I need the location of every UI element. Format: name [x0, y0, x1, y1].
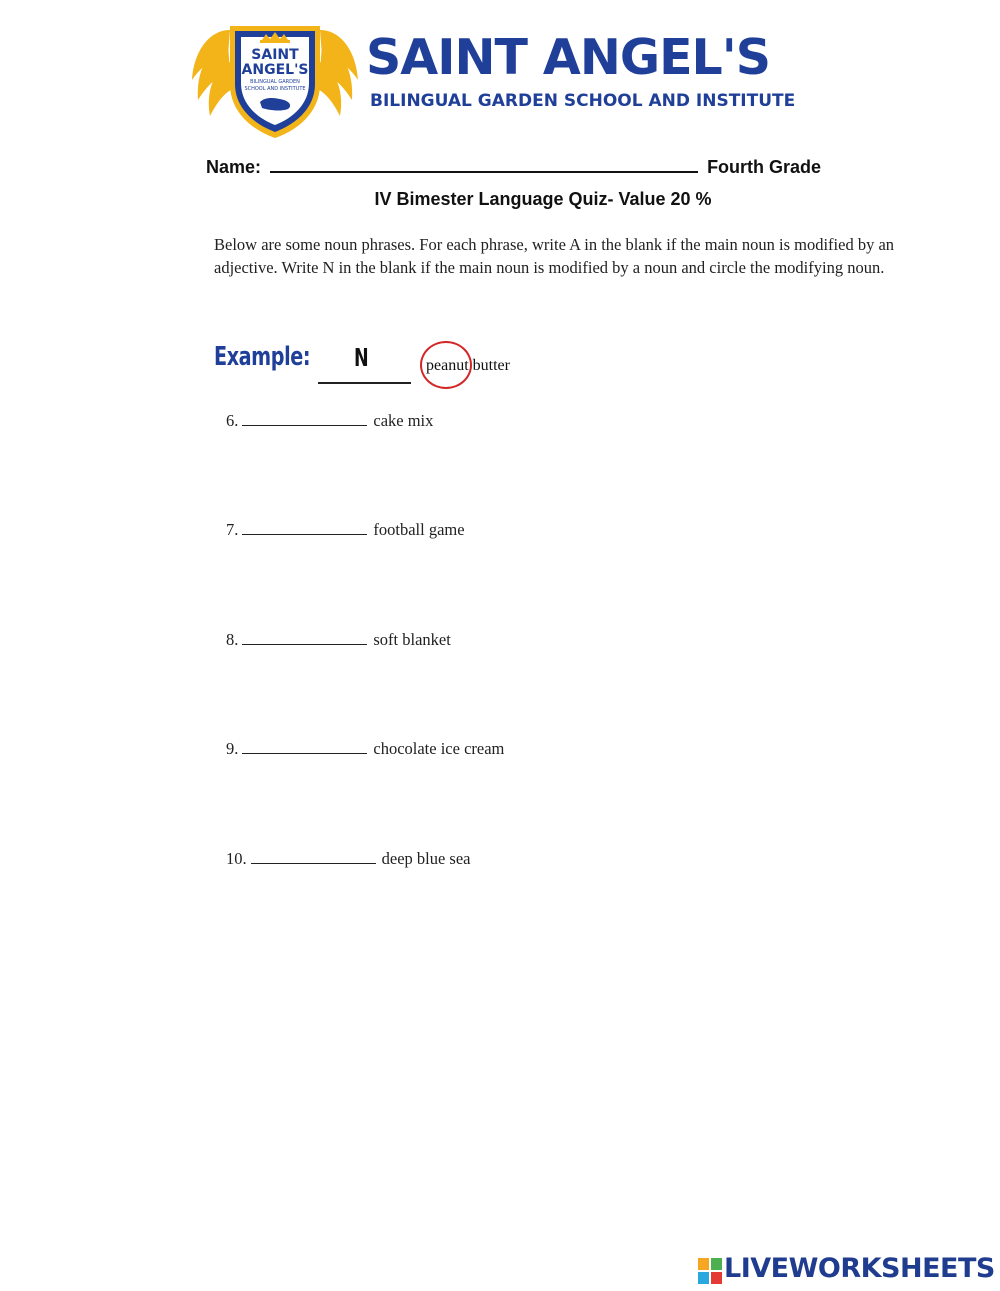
- list-item: [226, 739, 504, 759]
- list-item: [226, 630, 451, 650]
- name-row: [206, 154, 821, 178]
- item-phrase: cake mix: [373, 411, 434, 430]
- school-crest-logo: [190, 10, 360, 142]
- crest-text-school: SCHOOL AND INSTITUTE: [244, 86, 306, 92]
- item-number: 9.: [226, 739, 239, 758]
- name-label: Name:: [206, 157, 262, 177]
- list-item: [226, 849, 471, 869]
- item-phrase: soft blanket: [373, 630, 451, 649]
- quiz-title: IV Bimester Language Quiz- Value 20 %: [374, 189, 712, 209]
- answer-blank[interactable]: [251, 849, 376, 864]
- example-answer: N: [354, 343, 369, 372]
- item-number: 6.: [226, 411, 239, 430]
- answer-blank[interactable]: [242, 411, 367, 426]
- example-blank: [318, 382, 411, 384]
- answer-blank[interactable]: [242, 630, 367, 645]
- item-number: 8.: [226, 630, 239, 649]
- liveworksheets-brand: LIVEWORKSHEETS: [724, 1253, 995, 1284]
- crest-text-bilingual: BILINGUAL GARDEN: [250, 79, 300, 85]
- crest-text-saint: SAINT: [251, 47, 299, 63]
- item-phrase: football game: [373, 520, 465, 539]
- name-input-line[interactable]: [270, 154, 698, 173]
- answer-blank[interactable]: [242, 739, 367, 754]
- answer-blank[interactable]: [242, 520, 367, 535]
- list-item: [226, 520, 465, 540]
- example-rest: butter: [468, 357, 510, 374]
- example-label: Example:: [214, 342, 311, 372]
- school-subtitle: BILINGUAL GARDEN SCHOOL AND INSTITUTE: [370, 91, 796, 111]
- item-number: 10.: [226, 849, 247, 868]
- example-circled-word: peanut: [426, 357, 469, 374]
- item-number: 7.: [226, 520, 239, 539]
- item-phrase: chocolate ice cream: [373, 739, 505, 758]
- crest-text-angels: ANGEL'S: [241, 62, 309, 78]
- list-item: [226, 411, 433, 431]
- item-phrase: deep blue sea: [381, 849, 471, 868]
- instructions: Below are some noun phrases. For each phrase, write A in the blank if the main noun is modified by an adjective. Write N in the blank if the main noun is modified by a noun and circle the modifying noun.: [214, 235, 895, 277]
- liveworksheets-icon: [698, 1258, 722, 1284]
- school-name: SAINT ANGEL'S: [366, 29, 771, 86]
- grade-label: Fourth Grade: [707, 157, 822, 177]
- example-phrase: [426, 357, 510, 375]
